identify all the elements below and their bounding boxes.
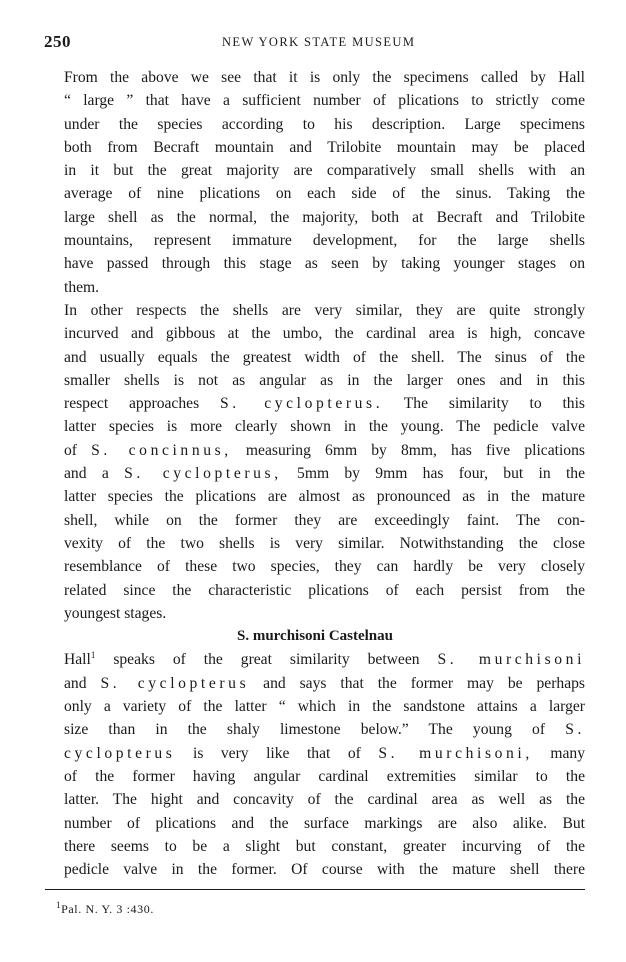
text-line: under the species according to his description. Large specimens (64, 115, 585, 133)
text-line: resemblance of these two species, they can hardly be very closely (64, 558, 585, 576)
text-fragment: and says that the former may be perhaps (263, 674, 585, 692)
text-fragment: many (550, 744, 585, 762)
text-fragment: speaks of the great similarity between (113, 651, 420, 669)
text-line: “ large ” that have a sufficient number of plications to strictly come (64, 92, 585, 110)
running-head (44, 30, 584, 52)
species-name: cyclopterus (64, 744, 176, 762)
text-line: mountains, represent immature development, for the large shells (64, 232, 585, 250)
text-line: smaller shells is not as angular as in the larger ones and in this (64, 371, 585, 389)
text-line (45, 742, 585, 765)
species-name: S. cyclopterus. (220, 395, 384, 413)
text-line: in it but the great majority are comparatively small shells with an (64, 162, 585, 180)
paragraph-1 (45, 66, 585, 299)
text-line: pedicle valve in the former. Of course with the mature shell there (64, 861, 585, 879)
text-line: large shell as the normal, the majority, both at Becraft and Trilobite (64, 208, 585, 226)
text-fragment: of (64, 441, 77, 459)
text-fragment: Hall (64, 651, 91, 669)
text-fragment: The similarity to this (403, 395, 586, 413)
text-line: latter species the plications are almost as pronounced as in the mature (64, 488, 585, 506)
footnote-divider (45, 889, 585, 890)
text-line: youngest stages. (64, 604, 167, 622)
body-text (45, 66, 585, 881)
text-fragment: is very like that of (192, 744, 361, 762)
page-number: 250 (44, 32, 71, 51)
text-line: average of nine plications on each side of the sinus. Taking the (64, 185, 585, 203)
text-line: them. (64, 278, 100, 296)
footnote (56, 902, 154, 917)
text-line: incurved and gibbous at the umbo, the cardinal area is high, concave (64, 325, 585, 343)
text-line: latter species is more clearly shown in the young. The pedicle valve (64, 418, 585, 436)
text-line: have passed through this stage as seen by taking younger stages on (64, 255, 585, 273)
text-line: related since the characteristic plications of each persist from the (64, 581, 585, 599)
species-name: S. concinnus, (91, 441, 232, 459)
text-line: there seems to be a slight but constant, greater incurving of the (64, 837, 585, 855)
text-line: vexity of the two shells is very similar. Notwithstanding the close (64, 534, 585, 552)
text-line: From the above we see that it is only the specimens called by Hall (64, 69, 585, 86)
text-line: In other respects the shells are very similar, they are quite strongly (64, 301, 585, 319)
text-line: number of plications and the surface markings are also alike. But (64, 814, 585, 832)
paragraph-2 (45, 299, 585, 625)
text-line: both from Becraft mountain and Trilobite mountain may be placed (64, 138, 585, 156)
paragraph-3 (45, 648, 585, 881)
species-name: S. murchisoni, (378, 744, 533, 762)
species-name: S. cyclopterus, (124, 465, 282, 483)
text-line: latter. The hight and concavity of the cardinal area as well as the (64, 791, 585, 809)
text-line: and usually equals the greatest width of the shell. The sinus of the (64, 348, 585, 366)
footnote-marker: 1 (56, 900, 62, 910)
text-line: of the former having angular cardinal extremities similar to the (64, 767, 585, 785)
journal-title: NEW YORK STATE MUSEUM (222, 35, 416, 49)
section-heading: S. murchisoni Castelnau (236, 628, 393, 645)
text-fragment: measuring 6mm by 8mm, has five plications (245, 441, 585, 459)
species-name: S. murchisoni (437, 651, 585, 669)
footnote-text: Pal. N. Y. 3 :430. (61, 902, 154, 916)
text-line (45, 672, 585, 695)
text-line (45, 439, 585, 462)
text-line: shell, while on the former they are exceedingly faint. The con- (64, 511, 585, 529)
text-fragment: size than in the shaly limestone below.” The young of (64, 721, 546, 739)
text-fragment: and a (64, 465, 109, 483)
species-name: S. cyclopterus (100, 674, 250, 692)
text-line: only a variety of the latter “ which in the sandstone attains a larger (64, 698, 585, 716)
text-line (45, 462, 585, 485)
species-name: S. (565, 721, 585, 739)
footnote-marker: 1 (90, 650, 96, 661)
text-fragment: and (64, 674, 87, 692)
text-line (45, 648, 585, 671)
text-fragment: 5mm by 9mm has four, but in the (297, 465, 586, 483)
text-fragment: respect approaches (64, 395, 200, 413)
text-line (45, 718, 585, 741)
text-line (45, 392, 585, 415)
